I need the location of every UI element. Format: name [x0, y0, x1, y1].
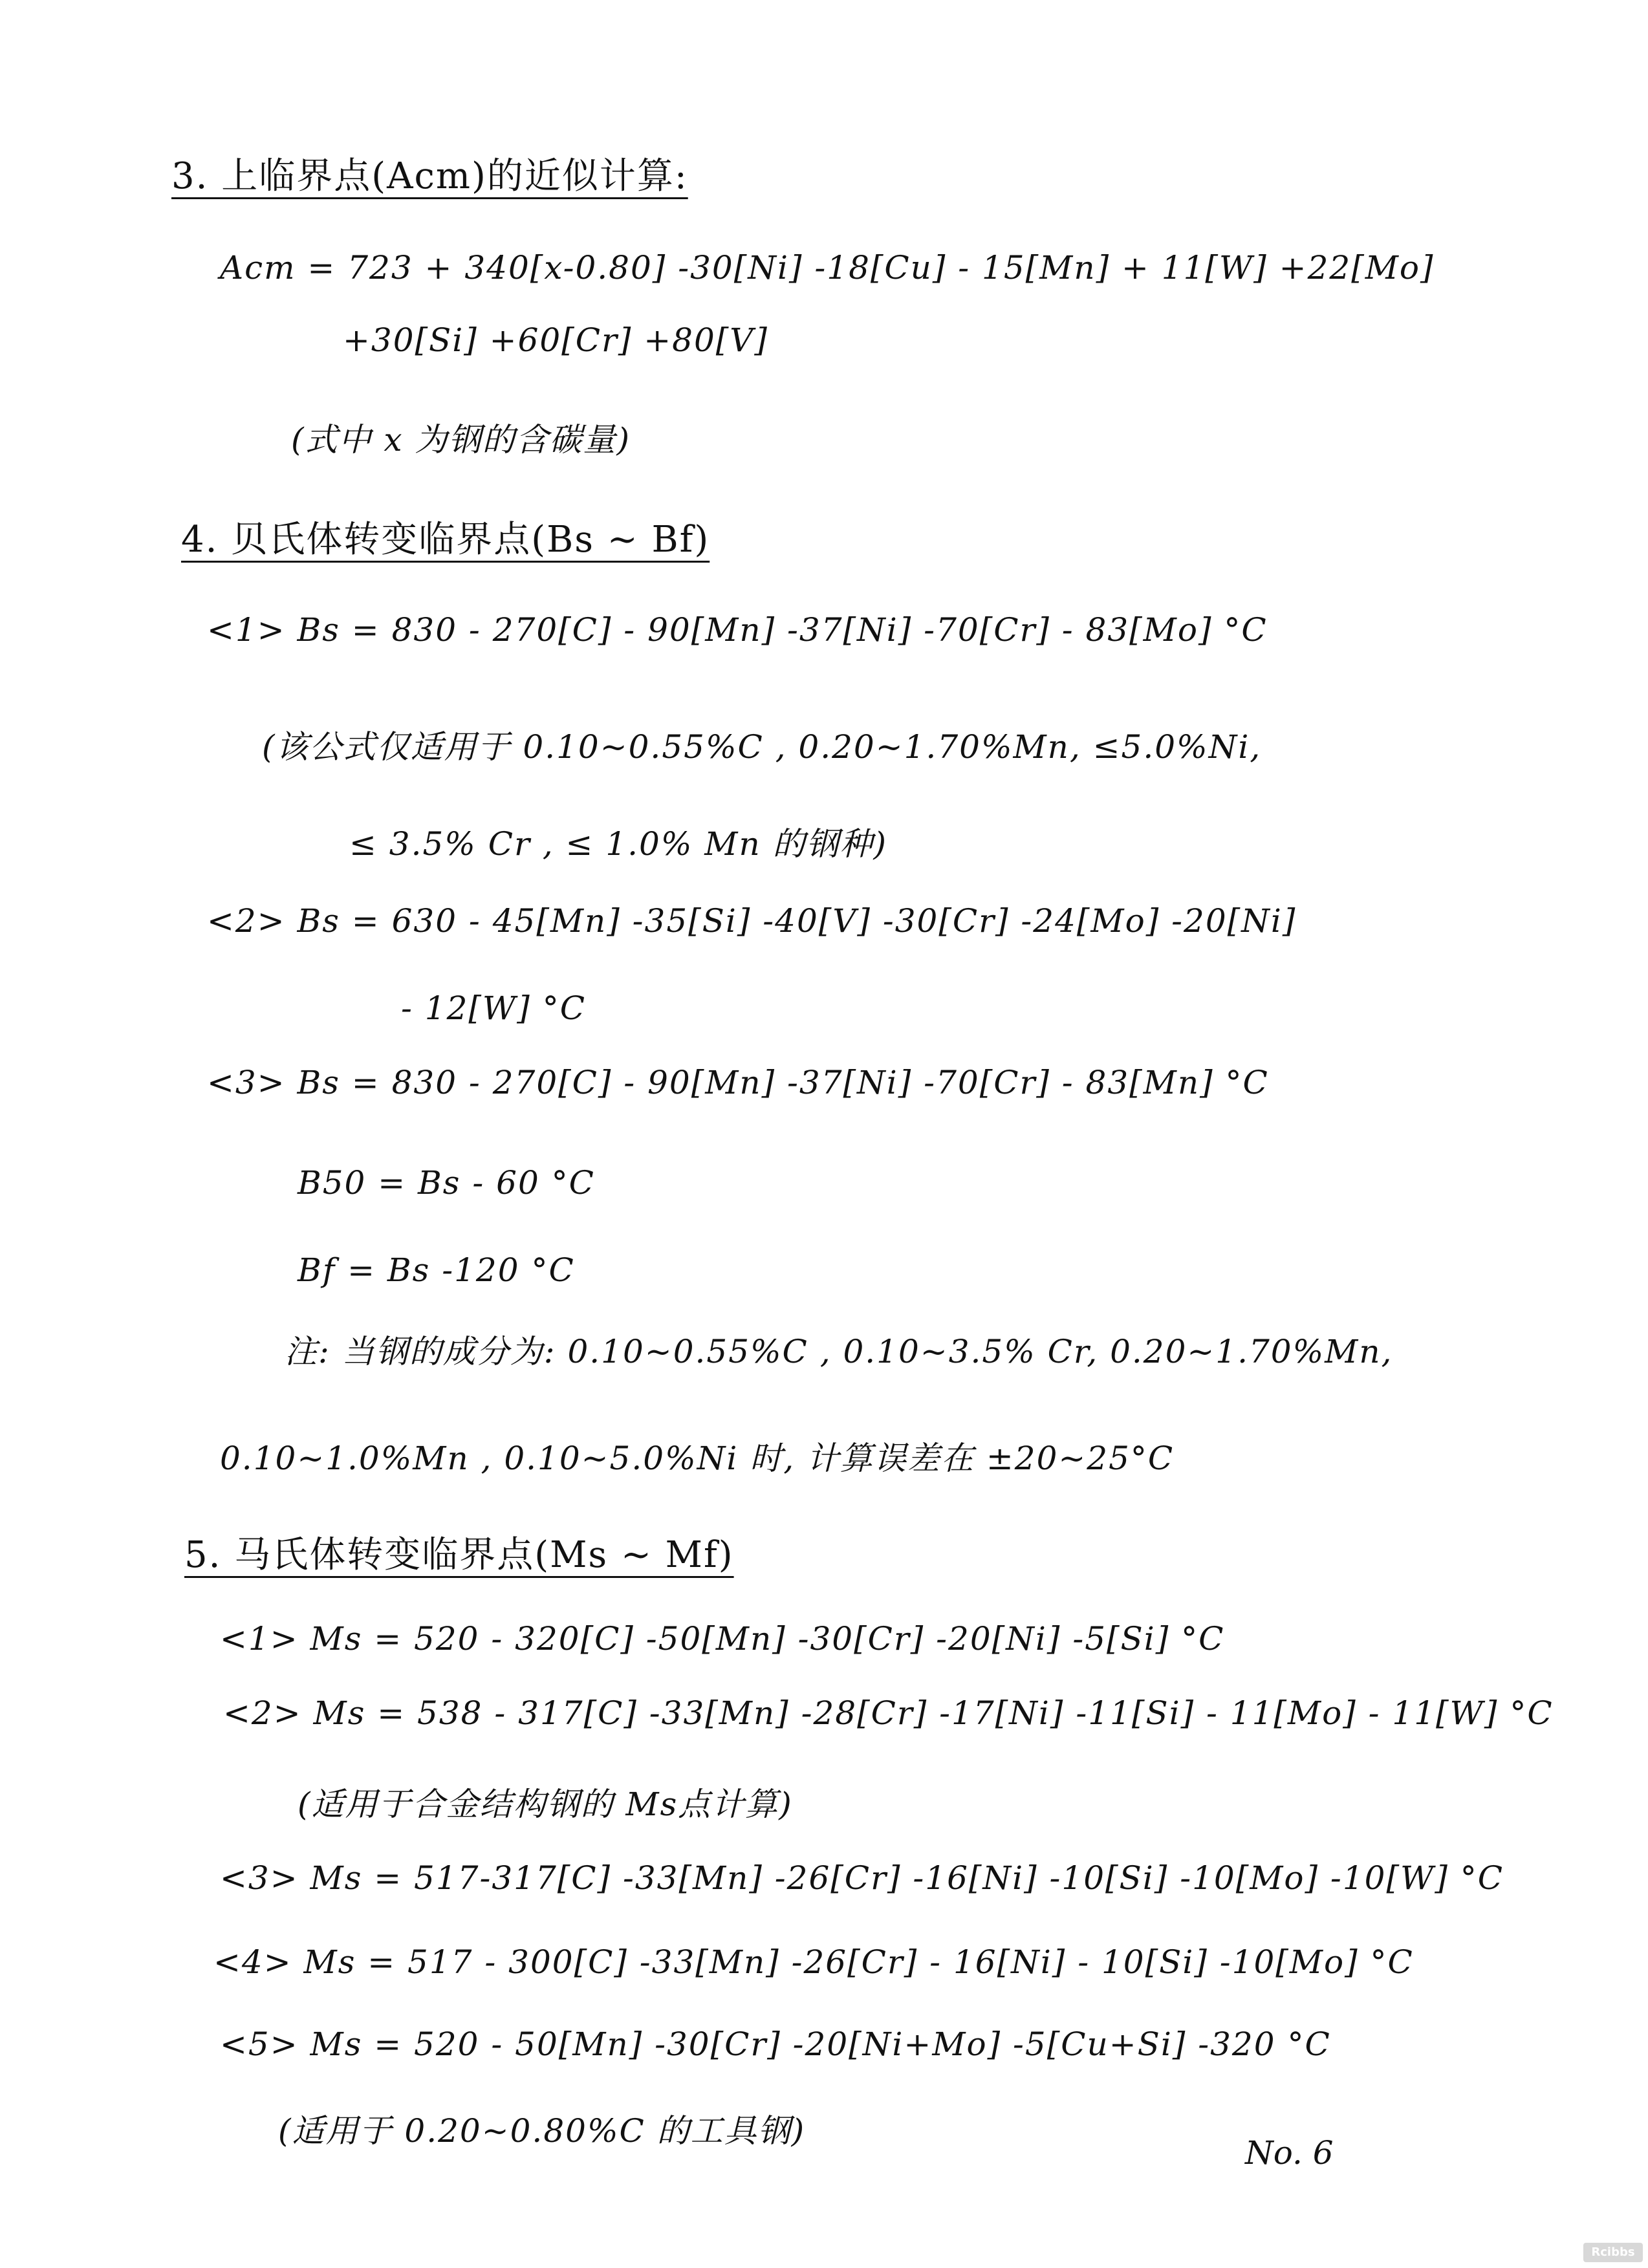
ms-formula-3: <3> Ms = 517-317[C] -33[Mn] -26[Cr] -16[Ni] -10[Si] -10[Mo] -10[W] °C [220, 1859, 1504, 1897]
ms-formula-2: <2> Ms = 538 - 317[C] -33[Mn] -28[Cr] -17[Ni] -11[Si] - 11[Mo] - 11[W] °C [223, 1694, 1554, 1732]
bs-formula-1-note-line-1: (该公式仅适用于 0.10~0.55%C , 0.20~1.70%Mn, ≤5.0%Ni, [262, 728, 1262, 766]
bs-formula-1-note-line-2: ≤ 3.5% Cr , ≤ 1.0% Mn 的钢种) [349, 825, 888, 863]
page-number: No. 6 [1245, 2134, 1334, 2172]
section-4-heading: 4. 贝氏体转变临界点(Bs ~ Bf) [181, 519, 710, 561]
ms-formula-4: <4> Ms = 517 - 300[C] -33[Mn] -26[Cr] - 16[Ni] - 10[Si] -10[Mo] °C [213, 1943, 1414, 1981]
bs-formula-2-line-1: <2> Bs = 630 - 45[Mn] -35[Si] -40[V] -30[Cr] -24[Mo] -20[Ni] [207, 902, 1297, 940]
acm-formula-line-2: +30[Si] +60[Cr] +80[V] [343, 321, 768, 359]
section-3-heading: 3. 上临界点(Acm)的近似计算: [171, 155, 688, 197]
acm-formula-note: (式中 x 为钢的含碳量) [291, 421, 631, 459]
b50-formula: B50 = Bs - 60 °C [298, 1164, 595, 1202]
bs-formula-2-line-2: - 12[W] °C [401, 989, 586, 1027]
ms-formula-2-note: (适用于合金结构钢的 Ms点计算) [298, 1786, 793, 1823]
bs-error-note-line-2: 0.10~1.0%Mn , 0.10~5.0%Ni 时, 计算误差在 ±20~25°C [220, 1440, 1175, 1477]
ms-formula-1: <1> Ms = 520 - 320[C] -50[Mn] -30[Cr] -20[Ni] -5[Si] °C [220, 1620, 1225, 1658]
ms-formula-5-note: (适用于 0.20~0.80%C 的工具钢) [278, 2112, 806, 2150]
section-5-heading: 5. 马氏体转变临界点(Ms ~ Mf) [184, 1534, 734, 1576]
ms-formula-5: <5> Ms = 520 - 50[Mn] -30[Cr] -20[Ni+Mo] -5[Cu+Si] -320 °C [220, 2025, 1331, 2063]
acm-formula-line-1: Acm = 723 + 340[x-0.80] -30[Ni] -18[Cu] - 15[Mn] + 11[W] +22[Mo] [220, 249, 1435, 286]
bs-error-note-line-1: 注: 当钢的成分为: 0.10~0.55%C , 0.10~3.5% Cr, 0.20~1.70%Mn, [285, 1333, 1393, 1370]
bf-formula: Bf = Bs -120 °C [298, 1251, 575, 1289]
watermark-logo: Rcibbs [1583, 2243, 1643, 2262]
bs-formula-3: <3> Bs = 830 - 270[C] - 90[Mn] -37[Ni] -70[Cr] - 83[Mn] °C [207, 1064, 1269, 1101]
bs-formula-1: <1> Bs = 830 - 270[C] - 90[Mn] -37[Ni] -70[Cr] - 83[Mo] °C [207, 611, 1268, 649]
